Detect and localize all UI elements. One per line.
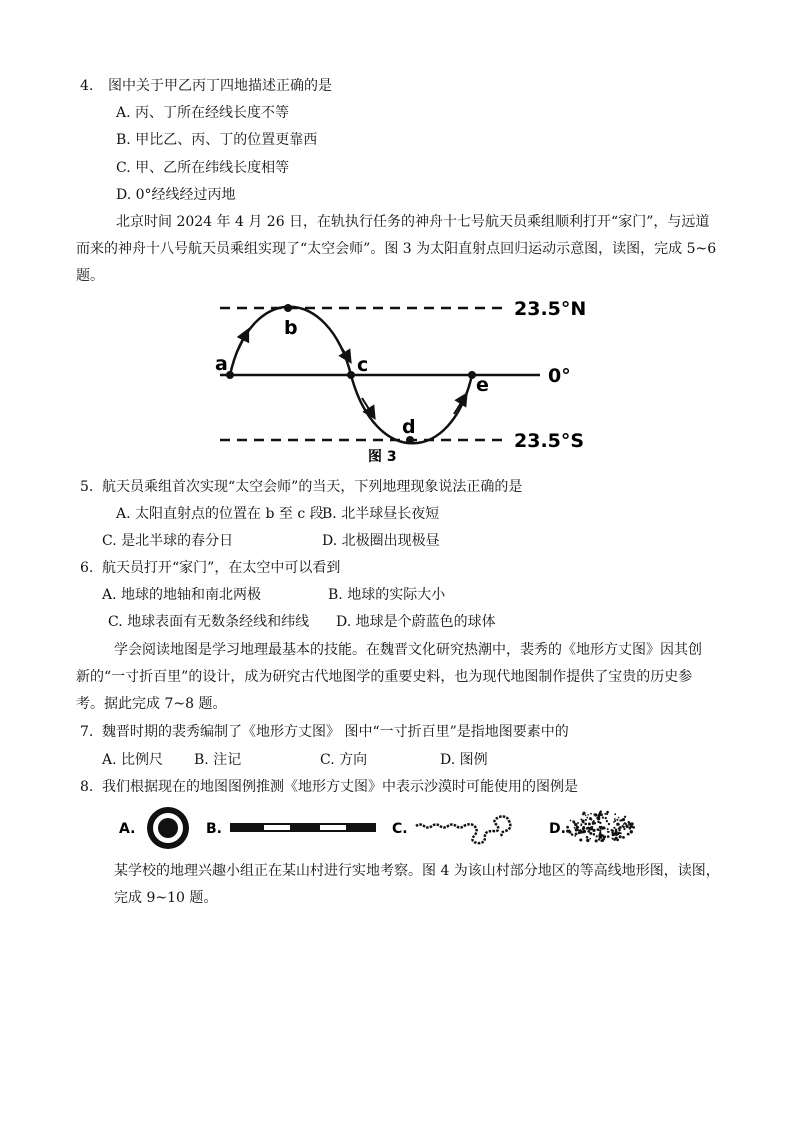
figure3-caption: 图 3: [368, 449, 397, 465]
q7-option-b: B. 注记: [194, 752, 242, 768]
intro56-line1: 北京时间 2024 年 4 月 26 日，在轨执行任务的神舟十七号航天员乘组顺利打开“家门”，与远道: [116, 214, 710, 230]
q7-option-c: C. 方向: [320, 752, 368, 768]
q8-option-c-label: C.: [392, 821, 408, 837]
figure3-diagram: [210, 294, 590, 466]
point-a-label: a: [215, 353, 228, 375]
q5-option-d: D. 北极圈出现极昼: [322, 533, 440, 549]
q4-option-d: D. 0°经线经过丙地: [116, 187, 236, 203]
intro56-line3: 题。: [76, 268, 104, 284]
q5-option-b: B. 北半球昼长夜短: [322, 506, 440, 522]
point-c-label: c: [357, 354, 369, 376]
q5-option-c: C. 是北半球的春分日: [102, 533, 234, 549]
q5-number: 5.: [80, 479, 94, 495]
arrow-icon: [236, 334, 246, 354]
point-e-label: e: [476, 374, 489, 396]
point-b-dot: [284, 304, 292, 312]
q6-option-b: B. 地球的实际大小: [328, 587, 446, 603]
q4-stem: 图中关于甲乙丙丁四地描述正确的是: [108, 78, 332, 94]
intro78-line1: 学会阅读地图是学习地理最基本的技能。在魏晋文化研究热潮中，裴秀的《地形方丈图》因其创: [114, 642, 702, 658]
q8-option-d-label: D.: [549, 821, 566, 837]
lat-south-label: 23.5°S: [514, 430, 585, 452]
intro78-line3: 考。据此完成 7~8 题。: [76, 696, 227, 712]
intro910-line2: 完成 9~10 题。: [114, 890, 218, 906]
q7-option-a: A. 比例尺: [102, 752, 164, 768]
q7-option-d: D. 图例: [440, 752, 488, 768]
q4-option-b: B. 甲比乙、丙、丁的位置更靠西: [116, 132, 318, 148]
q8-number: 8.: [80, 779, 94, 795]
desert-dots-symbol-icon: [566, 810, 635, 842]
q7-number: 7.: [80, 724, 94, 740]
q6-number: 6.: [80, 560, 94, 576]
concentric-circle-symbol-icon: [147, 807, 189, 849]
q5-stem: 航天员乘组首次实现“太空会师”的当天，下列地理现象说法正确的是: [102, 479, 523, 495]
arrow-icon: [338, 342, 348, 358]
q4-number: 4.: [80, 78, 94, 94]
lat-equator-label: 0°: [548, 365, 571, 387]
wavy-boundary-symbol-icon: [416, 817, 510, 844]
q6-option-d: D. 地球是个蔚蓝色的球体: [336, 614, 496, 630]
q6-option-c: C. 地球表面有无数条经线和纬线: [108, 614, 310, 630]
railway-line-symbol-icon: [230, 823, 376, 832]
q8-option-b-label: B.: [206, 821, 222, 837]
point-b-label: b: [284, 317, 298, 339]
q8-stem: 我们根据现在的地图图例推测《地形方丈图》中表示沙漠时可能使用的图例是: [102, 779, 578, 795]
point-d-label: d: [402, 416, 416, 438]
q6-option-a: A. 地球的地轴和南北两极: [102, 587, 262, 603]
q7-stem: 魏晋时期的裴秀编制了《地形方丈图》 图中“一寸折百里”是指地图要素中的: [102, 724, 569, 740]
q4-option-a: A. 丙、丁所在经线长度不等: [116, 105, 290, 121]
q8-legend-options: [114, 804, 644, 850]
lat-north-label: 23.5°N: [514, 298, 587, 320]
q5-option-a: A. 太阳直射点的位置在 b 至 c 段: [116, 506, 324, 522]
point-e-dot: [468, 371, 476, 379]
point-c-dot: [347, 371, 355, 379]
q6-stem: 航天员打开“家门”，在太空中可以看到: [102, 560, 341, 576]
q4-option-c: C. 甲、乙所在纬线长度相等: [116, 160, 290, 176]
intro78-line2: 新的“一寸折百里”的设计，成为研究古代地图学的重要史料，也为现代地图制作提供了宝贵的历史参: [76, 669, 693, 685]
intro56-line2: 而来的神舟十八号航天员乘组实现了“太空会师”。图 3 为太阳直射点回归运动示意图，读图，完成 5~6: [76, 241, 717, 257]
q8-option-a-label: A.: [119, 821, 136, 837]
intro910-line1: 某学校的地理兴趣小组正在某山村进行实地考察。图 4 为该山村部分地区的等高线地形图，读图，: [114, 863, 720, 879]
